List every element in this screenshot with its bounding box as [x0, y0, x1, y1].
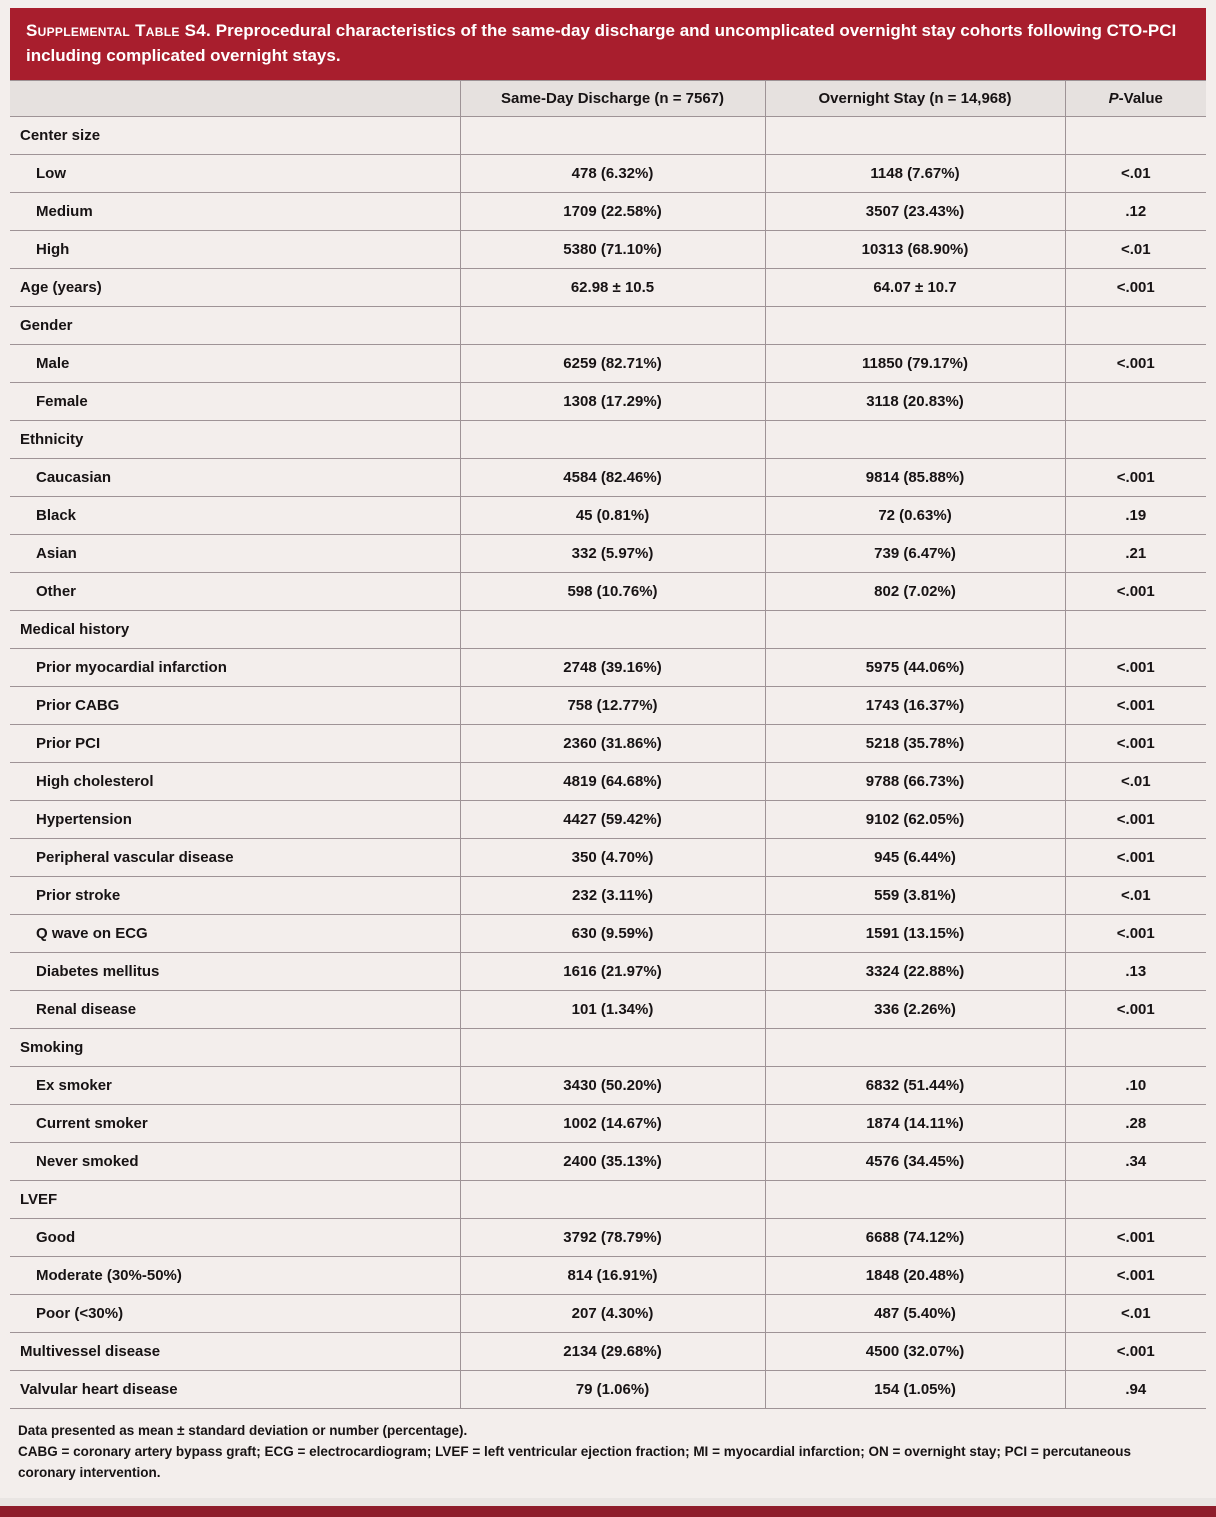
table-row: [10, 953, 1206, 991]
row-label: Age (years): [10, 269, 460, 307]
overnight-value: 72 (0.63%): [765, 497, 1065, 535]
overnight-value: [765, 1181, 1065, 1219]
row-label: Asian: [10, 535, 460, 573]
same-day-value: 814 (16.91%): [460, 1257, 765, 1295]
row-label: Hypertension: [10, 801, 460, 839]
table-row: [10, 649, 1206, 687]
same-day-value: 3792 (78.79%): [460, 1219, 765, 1257]
same-day-value: 2400 (35.13%): [460, 1143, 765, 1181]
same-day-value: [460, 611, 765, 649]
table-title-bar: [10, 8, 1206, 80]
row-label: High cholesterol: [10, 763, 460, 801]
p-value: .21: [1065, 535, 1206, 573]
same-day-value: [460, 1181, 765, 1219]
header-cell: Overnight Stay (n = 14,968): [765, 81, 1065, 117]
same-day-value: 45 (0.81%): [460, 497, 765, 535]
p-value: <.001: [1065, 649, 1206, 687]
overnight-value: 64.07 ± 10.7: [765, 269, 1065, 307]
p-value: .12: [1065, 193, 1206, 231]
p-value: .10: [1065, 1067, 1206, 1105]
overnight-value: 9102 (62.05%): [765, 801, 1065, 839]
row-label: High: [10, 231, 460, 269]
same-day-value: 4427 (59.42%): [460, 801, 765, 839]
p-value: <.01: [1065, 231, 1206, 269]
footnote-line: CABG = coronary artery bypass graft; ECG = electrocardiogram; LVEF = left ventricular ejection fraction; MI = myocardial infarction; ON = overnight stay; PCI = percutaneous coronary intervention.: [18, 1444, 1132, 1481]
table-row: [10, 611, 1206, 649]
row-label: Prior CABG: [10, 687, 460, 725]
p-value: [1065, 117, 1206, 155]
row-label: Current smoker: [10, 1105, 460, 1143]
p-value: .34: [1065, 1143, 1206, 1181]
table-title-text: Preprocedural characteristics of the same-day discharge and uncomplicated overnight stay cohorts following CTO-PCI including complicated overnight stays.: [26, 21, 1177, 65]
same-day-value: [460, 1029, 765, 1067]
characteristics-table: [10, 80, 1206, 1409]
table-row: [10, 421, 1206, 459]
overnight-value: 4500 (32.07%): [765, 1333, 1065, 1371]
same-day-value: 598 (10.76%): [460, 573, 765, 611]
same-day-value: 101 (1.34%): [460, 991, 765, 1029]
overnight-value: [765, 421, 1065, 459]
p-value: <.001: [1065, 801, 1206, 839]
p-value: <.01: [1065, 1295, 1206, 1333]
p-value: <.001: [1065, 573, 1206, 611]
table-row: [10, 383, 1206, 421]
p-value: <.001: [1065, 991, 1206, 1029]
table-row: [10, 573, 1206, 611]
same-day-value: 4819 (64.68%): [460, 763, 765, 801]
overnight-value: [765, 1029, 1065, 1067]
table-row: [10, 915, 1206, 953]
p-value: .94: [1065, 1371, 1206, 1409]
table-row: [10, 1181, 1206, 1219]
same-day-value: 2360 (31.86%): [460, 725, 765, 763]
overnight-value: 1848 (20.48%): [765, 1257, 1065, 1295]
row-label: Medical history: [10, 611, 460, 649]
table-row: [10, 877, 1206, 915]
same-day-value: 79 (1.06%): [460, 1371, 765, 1409]
footnotes: [10, 1409, 1200, 1498]
overnight-value: 1743 (16.37%): [765, 687, 1065, 725]
p-value: [1065, 1029, 1206, 1067]
table-row: [10, 459, 1206, 497]
overnight-value: 802 (7.02%): [765, 573, 1065, 611]
row-label: Valvular heart disease: [10, 1371, 460, 1409]
same-day-value: 1616 (21.97%): [460, 953, 765, 991]
p-value: <.001: [1065, 839, 1206, 877]
footnote-line: Data presented as mean ± standard deviation or number (percentage).: [18, 1423, 468, 1439]
row-label: Moderate (30%-50%): [10, 1257, 460, 1295]
row-label: Poor (<30%): [10, 1295, 460, 1333]
same-day-value: 1002 (14.67%): [460, 1105, 765, 1143]
row-label: Male: [10, 345, 460, 383]
same-day-value: 232 (3.11%): [460, 877, 765, 915]
row-label: Gender: [10, 307, 460, 345]
same-day-value: [460, 421, 765, 459]
p-value: <.001: [1065, 269, 1206, 307]
overnight-value: 3324 (22.88%): [765, 953, 1065, 991]
table-row: [10, 1295, 1206, 1333]
overnight-value: 4576 (34.45%): [765, 1143, 1065, 1181]
table-row: [10, 1257, 1206, 1295]
header-row: [10, 81, 1206, 117]
table-row: [10, 991, 1206, 1029]
row-label: Good: [10, 1219, 460, 1257]
row-label: Smoking: [10, 1029, 460, 1067]
table-row: [10, 687, 1206, 725]
overnight-value: 11850 (79.17%): [765, 345, 1065, 383]
table-row: [10, 839, 1206, 877]
p-value: <.01: [1065, 155, 1206, 193]
row-label: Center size: [10, 117, 460, 155]
table-row: [10, 193, 1206, 231]
overnight-value: 5218 (35.78%): [765, 725, 1065, 763]
overnight-value: 9814 (85.88%): [765, 459, 1065, 497]
row-label: Black: [10, 497, 460, 535]
overnight-value: 739 (6.47%): [765, 535, 1065, 573]
table-row: [10, 269, 1206, 307]
p-value: .13: [1065, 953, 1206, 991]
p-value: <.01: [1065, 763, 1206, 801]
overnight-value: 6688 (74.12%): [765, 1219, 1065, 1257]
row-label: Peripheral vascular disease: [10, 839, 460, 877]
page-bottom-divider: [0, 1498, 1216, 1506]
overnight-value: 336 (2.26%): [765, 991, 1065, 1029]
p-value: <.001: [1065, 687, 1206, 725]
same-day-value: 6259 (82.71%): [460, 345, 765, 383]
header-cell: Same-Day Discharge (n = 7567): [460, 81, 765, 117]
row-label: Ethnicity: [10, 421, 460, 459]
row-label: Other: [10, 573, 460, 611]
overnight-value: 5975 (44.06%): [765, 649, 1065, 687]
row-label: Diabetes mellitus: [10, 953, 460, 991]
overnight-value: 1874 (14.11%): [765, 1105, 1065, 1143]
table-row: [10, 1067, 1206, 1105]
p-value: .19: [1065, 497, 1206, 535]
overnight-value: 10313 (68.90%): [765, 231, 1065, 269]
table-row: [10, 231, 1206, 269]
row-label: Never smoked: [10, 1143, 460, 1181]
table-row: [10, 1219, 1206, 1257]
overnight-value: 6832 (51.44%): [765, 1067, 1065, 1105]
p-value: <.001: [1065, 1257, 1206, 1295]
row-label: Low: [10, 155, 460, 193]
same-day-value: 630 (9.59%): [460, 915, 765, 953]
overnight-value: 9788 (66.73%): [765, 763, 1065, 801]
row-label: Prior myocardial infarction: [10, 649, 460, 687]
table-row: [10, 155, 1206, 193]
p-value: <.001: [1065, 915, 1206, 953]
table-row: [10, 763, 1206, 801]
same-day-value: 1709 (22.58%): [460, 193, 765, 231]
same-day-value: 62.98 ± 10.5: [460, 269, 765, 307]
overnight-value: 487 (5.40%): [765, 1295, 1065, 1333]
overnight-value: 154 (1.05%): [765, 1371, 1065, 1409]
table-row: [10, 535, 1206, 573]
same-day-value: 1308 (17.29%): [460, 383, 765, 421]
row-label: Ex smoker: [10, 1067, 460, 1105]
overnight-value: 1591 (13.15%): [765, 915, 1065, 953]
row-label: Caucasian: [10, 459, 460, 497]
overnight-value: 3507 (23.43%): [765, 193, 1065, 231]
row-label: Medium: [10, 193, 460, 231]
table-body: [10, 117, 1206, 1409]
same-day-value: [460, 307, 765, 345]
table-row: [10, 1143, 1206, 1181]
row-label: Female: [10, 383, 460, 421]
same-day-value: 350 (4.70%): [460, 839, 765, 877]
table-row: [10, 497, 1206, 535]
table-title: [26, 19, 1190, 68]
p-value: [1065, 421, 1206, 459]
header-cell: P-Value: [1065, 81, 1206, 117]
table-row: [10, 725, 1206, 763]
same-day-value: [460, 117, 765, 155]
same-day-value: 5380 (71.10%): [460, 231, 765, 269]
overnight-value: 3118 (20.83%): [765, 383, 1065, 421]
overnight-value: 559 (3.81%): [765, 877, 1065, 915]
row-label: Prior stroke: [10, 877, 460, 915]
same-day-value: 2134 (29.68%): [460, 1333, 765, 1371]
same-day-value: 2748 (39.16%): [460, 649, 765, 687]
same-day-value: 4584 (82.46%): [460, 459, 765, 497]
p-value: <.001: [1065, 1333, 1206, 1371]
p-value: <.001: [1065, 459, 1206, 497]
table-row: [10, 345, 1206, 383]
overnight-value: [765, 117, 1065, 155]
overnight-value: 945 (6.44%): [765, 839, 1065, 877]
table-row: [10, 1371, 1206, 1409]
overnight-value: [765, 611, 1065, 649]
p-value: <.001: [1065, 1219, 1206, 1257]
table-row: [10, 307, 1206, 345]
p-value: <.01: [1065, 877, 1206, 915]
table-row: [10, 1029, 1206, 1067]
table-title-label: Supplemental Table S4.: [26, 21, 212, 40]
table-row: [10, 1105, 1206, 1143]
p-value: [1065, 1181, 1206, 1219]
row-label: Renal disease: [10, 991, 460, 1029]
table-row: [10, 117, 1206, 155]
p-value: <.001: [1065, 345, 1206, 383]
p-value: [1065, 611, 1206, 649]
row-label: Multivessel disease: [10, 1333, 460, 1371]
row-label: Q wave on ECG: [10, 915, 460, 953]
overnight-value: 1148 (7.67%): [765, 155, 1065, 193]
same-day-value: 758 (12.77%): [460, 687, 765, 725]
same-day-value: 207 (4.30%): [460, 1295, 765, 1333]
row-label: Prior PCI: [10, 725, 460, 763]
same-day-value: 478 (6.32%): [460, 155, 765, 193]
table-row: [10, 1333, 1206, 1371]
p-value: .28: [1065, 1105, 1206, 1143]
same-day-value: 332 (5.97%): [460, 535, 765, 573]
row-label: LVEF: [10, 1181, 460, 1219]
table-row: [10, 801, 1206, 839]
p-value: [1065, 383, 1206, 421]
overnight-value: [765, 307, 1065, 345]
p-value: [1065, 307, 1206, 345]
header-cell-empty: [10, 81, 460, 117]
p-value: <.001: [1065, 725, 1206, 763]
same-day-value: 3430 (50.20%): [460, 1067, 765, 1105]
